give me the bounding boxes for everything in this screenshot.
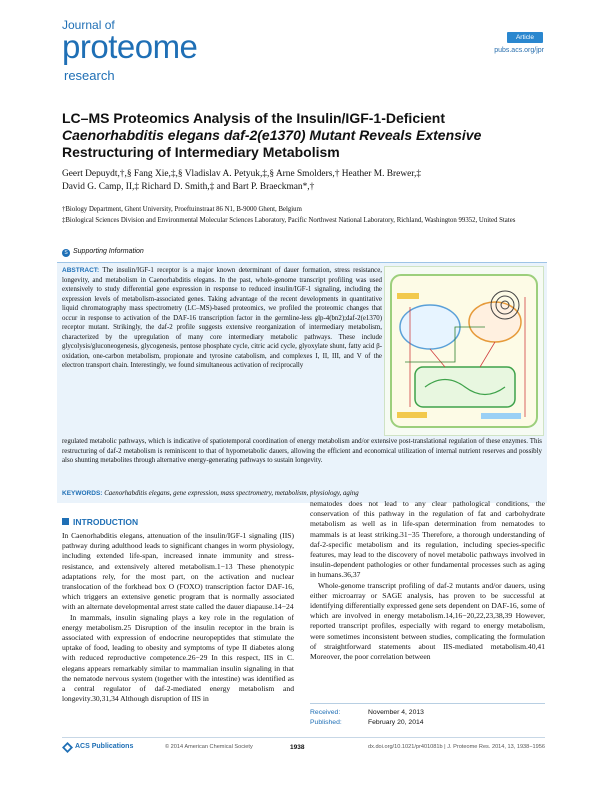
authors-line-2: David G. Camp, II,‡ Richard D. Smith,‡ and Bart P. Braeckman*,†	[62, 182, 315, 192]
affiliation-1: †Biology Department, Ghent University, Proeftuinstraat 86 N1, B-9000 Ghent, Belgium	[62, 206, 302, 213]
doi-citation[interactable]: dx.doi.org/10.1021/pr401081b | J. Proteome Res. 2014, 13, 1938−1956	[367, 744, 545, 750]
paper-title	[62, 110, 552, 161]
copyright-notice: © 2014 American Chemical Society	[165, 744, 253, 750]
journal-of-label: Journal of	[62, 18, 115, 32]
journal-subtitle: research	[64, 68, 115, 83]
toc-graphic-metabolism-diagram	[384, 266, 544, 436]
footer-divider	[62, 737, 545, 738]
body-column-right	[310, 499, 545, 662]
journal-name: proteome	[62, 28, 198, 65]
title-line-2: Caenorhabditis elegans daf-2(e1370) Mutant Reveals Extensive	[62, 127, 482, 143]
abstract-text	[62, 266, 382, 371]
abstract-body: The insulin/IGF-1 receptor is a major known determinant of dauer formation, stress resistance, longevity, and metabolism in Caenorhabditis elegans. In the past, whole-genome transcript profiling was used extensively to study differential gene expression in response to reduced insulin/IGF-1 signaling, including the expression levels of metabolism-associated genes. Taking advantage of the recent developments in quantitative liquid chromatography mass spectrometry (LC–MS)-based proteomics, we profiled the proteomic changes that occur in response to activation of the DAF-16 transcription factor in the germline-less glp-4(bn2);daf-2(e1370) receptor mutant. Strikingly, the daf-2 profile suggests extensive reorganization of intermediary metabolism, characterized by the upregulation of many core intermediary metabolic pathways. These include glycolysis/gluconeogenesis, glycogenesis, pentose phosphate cycle, citric acid cycle, glyoxylate shunt, fatty acid β-oxidation, one-carbon metabolism, propionate and tyrosine catabolism, and complexes I, II, III, and V of the electron transport chain. Interestingly, we found simultaneous activation of reciprocally	[62, 267, 382, 369]
acs-publications-logo[interactable]	[62, 742, 132, 753]
keywords	[62, 489, 542, 498]
page-number: 1938	[290, 744, 305, 751]
affiliation-2: ‡Biological Sciences Division and Environmental Molecular Sciences Laboratory, Pacific Northwest National Laboratory, Richland, Washington 99352, United States	[62, 217, 516, 224]
abstract-continuation: regulated metabolic pathways, which is indicative of spatiotemporal coordination of energy metabolism and/or extensive post-translational regulation of these enzymes. This restructuring of daf-2 metabolism is reminiscent to that of hypometabolic dauers, allowing the efficient and economical utilization of internal nutrient reserves and possibly also shunting metabolites through alternative energy-generating pathways to sustain longevity.	[62, 438, 542, 464]
keywords-list: Caenorhabditis elegans, gene expression, mass spectrometry, metabolism, physiology, aging	[104, 490, 359, 497]
title-line-1: LC–MS Proteomics Analysis of the Insulin/IGF-1-Deficient	[62, 110, 445, 126]
intro-paragraph-2: In mammals, insulin signaling plays a key role in the regulation of energy metabolism.25 Disruption of the insulin receptor in the brain is associated with expression of endocrine neuropeptides that stimulate the uptake of food, leading to obesity and symptoms of type II diabetes along with reduced reproductive competence.26−29 In this respect, IIS in C. elegans appears remarkably similar to mammalian insulin signaling in that the nematode nervous system (together with the intestine) was identified as a central regulator of daf-2-mediated energy metabolism and longevity.30,31,34 Although disruption of IIS in	[62, 612, 294, 704]
title-line-3: Restructuring of Intermediary Metabolism	[62, 144, 340, 160]
received-date-row	[310, 708, 545, 718]
keywords-label: KEYWORDS:	[62, 490, 103, 497]
supporting-info-label: Supporting Information	[73, 248, 144, 255]
author-list	[62, 168, 552, 194]
supporting-info-icon: S	[62, 249, 70, 257]
published-date-row	[310, 718, 545, 728]
authors-line-1: Geert Depuydt,†,§ Fang Xie,‡,§ Vladislav A. Petyuk,‡,§ Arne Smolders,† Heather M. Brewer,‡	[62, 169, 422, 179]
intro-paragraph-1: In Caenorhabditis elegans, attenuation of the insulin/IGF-1 signaling (IIS) pathway during adulthood leads to significant changes in worm physiology, including extended life-span, increased innate immunity and stress-resistance, and extensively altered metabolism.1−13 These phenotypic adaptations rely, for the most part, on the activation and nuclear translocation of the forkhead box O (FOXO) transcription factor DAF-16, which triggers an extensive genetic program that is normally associated with an alternate developmental arrest state called the dauer diapause.14−24	[62, 531, 294, 612]
received-date: November 4, 2013	[368, 709, 424, 716]
abstract-label: ABSTRACT:	[62, 267, 100, 274]
journal-url[interactable]: pubs.acs.org/jpr	[494, 47, 544, 54]
journal-logo	[62, 18, 262, 84]
intro-paragraph-4: Whole-genome transcript profiling of daf-2 mutants and/or dauers, using either microarray or SAGE analysis, has proven to be successful at identifying differentially expressed gene sets dependent on DAF-16, some of which are involved in energy metabolism.14,16−20,22,23,38,39 However, reported transcript profiles, especially with regard to energy metabolism, were sometimes inconsistent between studies, complicating the formulation of straightforward statements about IIS-mediated metabolism.40,41 Moreover, the poor correlation between	[310, 580, 545, 662]
organelle-left	[400, 305, 460, 349]
published-label: Published:	[310, 719, 342, 726]
acs-publications-label: ACS Publications	[75, 743, 134, 750]
publication-dates	[310, 703, 545, 728]
supporting-information-link[interactable]	[62, 248, 144, 257]
article-type-badge: Article	[507, 32, 543, 43]
introduction-heading	[62, 517, 138, 527]
acs-logo-icon	[62, 742, 73, 753]
published-date: February 20, 2014	[368, 719, 424, 726]
introduction-heading-text: INTRODUCTION	[73, 517, 139, 527]
section-marker-icon	[62, 518, 69, 525]
received-label: Received:	[310, 709, 341, 716]
body-column-left	[62, 531, 294, 704]
affiliations	[62, 205, 552, 227]
intro-paragraph-3: nematodes does not lead to any clear pathological conditions, the conservation of this pathway in the regulation of fat and carbohydrate metabolism as well as in life-span determination from nematodes to mammals is at least striking.31−35 Therefore, a thorough understanding of daf-2-specific metabolism and its regulation, including species-specific features, may lead to the discovery of novel metabolic pathways involved in insulin-dependent pathologies or other fundamental processes such as aging in humans.36,37	[310, 499, 545, 580]
